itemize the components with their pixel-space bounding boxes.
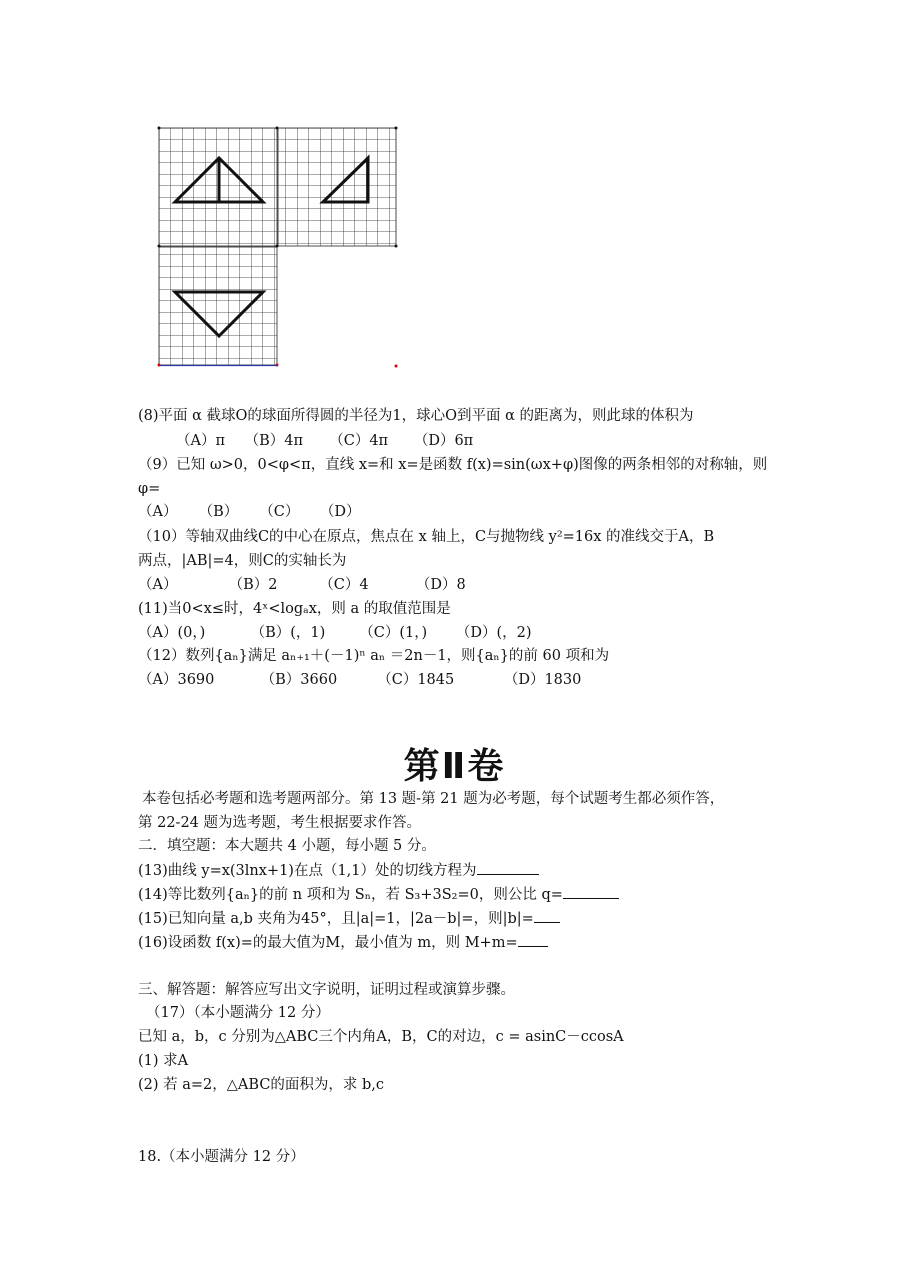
q14-text: (14)等比数列{aₙ}的前 n 项和为 Sₙ，若 S₃+3S₂=0，则公比 q= [138,887,563,903]
q11-option-b: （B）(，1) [250,625,326,641]
q15-blank [534,908,560,923]
q9-option-d: （D） [319,504,361,520]
q8-option-b: （B）4π [244,433,304,449]
q18-heading: 18.（本小题满分 12 分） [138,1149,305,1165]
three-view-drawing [150,120,410,375]
q16-text: (16)设函数 f(x)=的最大值为M，最小值为 m，则 M+m= [138,935,518,951]
part2-intro-line1: 本卷包括必考题和选考题两部分。第 13 题-第 21 题为必考题，每个试题考生都必须作答， [142,791,725,807]
q17-heading: （17）（本小题满分 12 分） [146,1005,330,1021]
q13 [138,860,539,881]
three-view-figure [150,120,410,375]
q15-text: (15)已知向量 a,b 夹角为45°，且|a|=1，|2a－b|=，则|b|= [138,911,534,927]
q17-part1: (1) 求A [138,1053,189,1069]
q13-text: (13)曲线 y=x(3lnx+1)在点（1,1）处的切线方程为 [138,863,477,879]
part2-intro-line2: 第 22-24 题为选考题，考生根据要求作答。 [138,815,422,831]
q10-options [138,575,466,595]
q16 [138,932,548,953]
q8-option-c: （C）4π [329,433,389,449]
q10-stem: （10）等轴双曲线C的中心在原点，焦点在 x 轴上，C与抛物线 y²=16x 的准线交于A，B [138,529,715,545]
q9-option-c: （C） [259,504,300,520]
q8-option-a: （A）π [176,433,226,449]
q11-option-a: （A）(0，) [138,625,206,641]
q11-stem: (11)当0<x≤时，4ˣ<logₐx，则 a 的取值范围是 [138,601,451,617]
q17-part2: (2) 若 a=2，△ABC的面积为，求 b,c [138,1077,385,1093]
q10-option-c: （C）4 [319,577,369,593]
section3-heading: 三、解答题：解答应写出文字说明，证明过程或演算步骤。 [138,982,515,998]
q8-option-d: （D）6π [413,433,474,449]
q15 [138,908,560,929]
q13-blank [477,860,539,875]
q9-option-b: （B） [198,504,239,520]
q8-stem: (8)平面 α 截球O的球面所得圆的半径为1，球心O到平面 α 的距离为，则此球的体积为 [138,408,694,424]
q16-blank [518,932,548,947]
q14 [138,884,619,905]
top-view-grid [159,247,277,365]
q8-options [176,431,473,451]
q11-options [138,623,532,643]
q9-stem2: φ= [138,481,161,497]
q9-options [138,502,360,522]
q12-options [138,670,581,690]
q12-option-a: （A）3690 [138,672,215,688]
section2-heading: 二．填空题：本大题共 4 小题，每小题 5 分。 [138,838,436,854]
q12-stem: （12）数列{aₙ}满足 aₙ₊₁＋(－1)ⁿ aₙ ＝2n－1，则{aₙ}的前 60 项和为 [138,648,610,664]
q12-option-c: （C）1845 [377,672,455,688]
q11-option-c: （C）(1，) [359,625,428,641]
q10-option-d: （D）8 [415,577,466,593]
q10-stem2: 两点，|AB|=4，则C的实轴长为 [138,553,347,569]
q9-option-a: （A） [138,504,178,520]
q12-option-b: （B）3660 [260,672,338,688]
q11-option-d: （D）(，2) [455,625,532,641]
q14-blank [563,884,619,899]
q10-option-a: （A） [138,577,178,593]
q10-option-b: （B）2 [228,577,278,593]
q12-option-d: （D）1830 [503,672,582,688]
q9-stem: （9）已知 ω>0，0<φ<π，直线 x=和 x=是函数 f(x)=sin(ωx+φ)图像的两条相邻的对称轴，则 [138,457,768,473]
part2-title: 第Ⅱ卷 [403,746,506,787]
q17-stem: 已知 a，b，c 分别为△ABC三个内角A，B，C的对边，c = asinC－ccosA [138,1029,624,1045]
